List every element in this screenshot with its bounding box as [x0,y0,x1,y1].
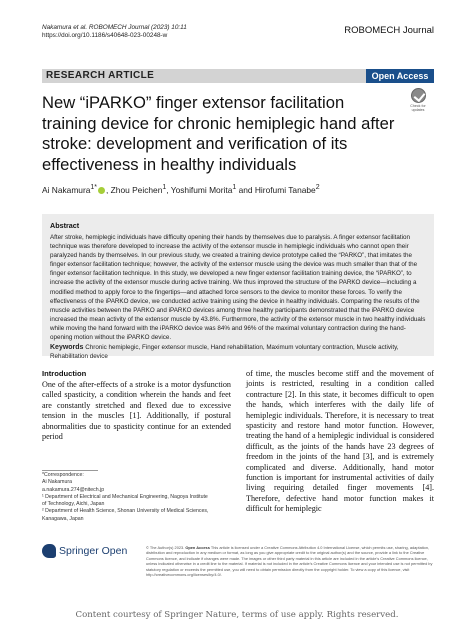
license-text [146,545,434,577]
abstract-text: After stroke, hemiplegic individuals have difficulty opening their hands by themselves due to paralysis. A finger extensor facilitation technique was therefore developed to increase the activity of the extensor muscle in hemiplegic individuals who cannot open their paralyzed hands by themselves. In our previous study, we created a training device prototype called the “PARKO”, that imitates the finger extensor facilitation technique; however, the activity of the extensor muscle using the device was much smaller than that of the finger extensor facilitation technique. In this study, we developed a new finger extensor facilitation training device, the “iPARKO”, to increase the activity of the extensor muscle during active training. We thus improved the structure of the PARKO device—including a modified method to apply force to the fingertips—and attached force sensors to the device to monitor these forces. To verify the effectiveness of the iPARKO device, we conducted active training using the device in healthy individuals. Comparing the results of the muscle activities between the PARKO and iPARKO devices among three healthy participants demonstrated that the iPARKO device increased the mean activity of the extensor muscle by 43.8%. Furthermore, the activity of the extensor muscle in two healthy individuals while moving the hand forward with the iPARKO device was 84% and 96% of the maximal voluntary contraction during the hand-opening motion without the iPARKO device. [50,234,426,342]
introduction-heading: Introduction [42,369,87,378]
article-title: New “iPARKO” finger extensor facilitation training device for chronic hemiplegic hand after stroke: development and verification of its effectiveness in healthy individuals [42,93,395,174]
author-affiliation-mark: 1* [90,184,98,191]
check-for-updates-badge[interactable] [404,88,432,116]
body-column-left [42,369,231,442]
doi-link[interactable]: https://doi.org/10.1186/s40648-023-00248-w [42,32,168,39]
publisher-name: Springer Open [59,545,128,557]
keywords-label: Keywords [50,344,84,352]
running-head [42,24,187,40]
keywords-list: Chronic hemiplegic, Finger extensor muscle, Hand rehabilitation, Maximum voluntary contraction, Muscle activity, Rehabilitation device [50,344,399,361]
courtesy-footer: Content courtesy of Springer Nature, terms of use apply. Rights reserved. [75,610,399,620]
affiliation-2: ² Department of Health Science, Shonan University of Medical Sciences, [42,508,209,515]
affiliation-1-cont: of Technology, Aichi, Japan [42,501,105,508]
abstract-heading: Abstract [50,221,80,230]
footnote-divider [42,470,98,471]
body-column-right [246,369,434,515]
introduction-text-left: One of the after-effects of a stroke is a motor dysfunction called spasticity, a condition wherein the hands and feet are constantly stretched and flexed due to excessive tension in the muscles [1]. Additionally, if postural abnormalities due to spasticity continue for an extended period [42,380,231,442]
journal-name: ROBOMECH Journal [344,25,434,36]
keywords [50,343,426,361]
affiliation-1: ¹ Department of Electrical and Mechanical Engineering, Nagoya Institute [42,493,208,500]
correspondence-label: *Correspondence: [42,472,84,478]
author-name[interactable]: Ai Nakamura [42,184,91,195]
author-affiliation-mark: 2 [315,184,320,191]
license-copyright: © The Author(s) 2023. [146,545,185,550]
correspondence-footnote [42,472,232,523]
author-list [42,182,434,196]
abstract-box [42,214,434,361]
citation-line: Nakamura et al. ROBOMECH Journal (2023) 10:11 [42,24,187,31]
affiliation-2-cont: Kanagawa, Japan [42,515,84,522]
article-type-label: RESEARCH ARTICLE [46,70,155,81]
author-affiliation-mark: 1 [162,184,167,191]
correspondence-email[interactable]: a.nakamura.274@nitech.jp [42,486,105,493]
license-body: This article is licensed under a Creative Commons Attribution 4.0 International License, which permits use, sharing, adaptation, distribution and reproduction in any medium or format, as long as you give appropriate credit to the original author(s) and the source, provide a link to the Creative Commons licence, and indicate if changes were made. The images or other third party material in this article are included in the article's Creative Commons licence, unless indicated otherwise in a credit line to the material. If material is not included in the article's Creative Commons licence and your intended use is not permitted by statutory regulation or exceeds the permitted use, you will need to obtain permission directly from the copyright holder. To view a copy of this licence, visit http://creativecommons.org/licenses/by/4.0/. [146,545,433,578]
check-for-updates-label: Check for updates [410,104,426,112]
open-access-badge: Open Access [366,69,434,83]
author-name[interactable]: , Zhou Peichen [106,184,163,195]
author-affiliation-mark: 1 [232,184,237,191]
correspondence-name: Ai Nakamura [42,479,72,486]
introduction-text-right: of time, the muscles become stiff and the movement of joints is restricted, resulting in a condition called contracture [2]. In this state, it becomes difficult to open the hands, which interferes with the daily life of hemiplegic individuals. Therefore, it is necessary to treat spasticity and restore hand motor function. However, treating the hand of a hemiplegic individual is considered difficult, as the joints of the hands have 23 degrees of freedom in the joints of the hand [3], and is extremely complicated and diverse. Additionally, hand motor function is important for instrumental activities of daily living requiring detailed finger movements [4]. Therefore, defective hand motor function makes it difficult for hemiplegic [246,369,434,514]
springer-open-logo [42,544,127,558]
check-circle-icon [411,88,426,103]
orcid-icon[interactable] [98,187,105,194]
license-open-access: Open Access [185,545,210,550]
author-name[interactable]: , Yoshifumi Morita [166,184,233,195]
author-name[interactable]: and Hirofumi Tanabe [236,184,316,195]
springer-horse-icon [42,544,56,558]
article-type-banner [42,69,434,83]
